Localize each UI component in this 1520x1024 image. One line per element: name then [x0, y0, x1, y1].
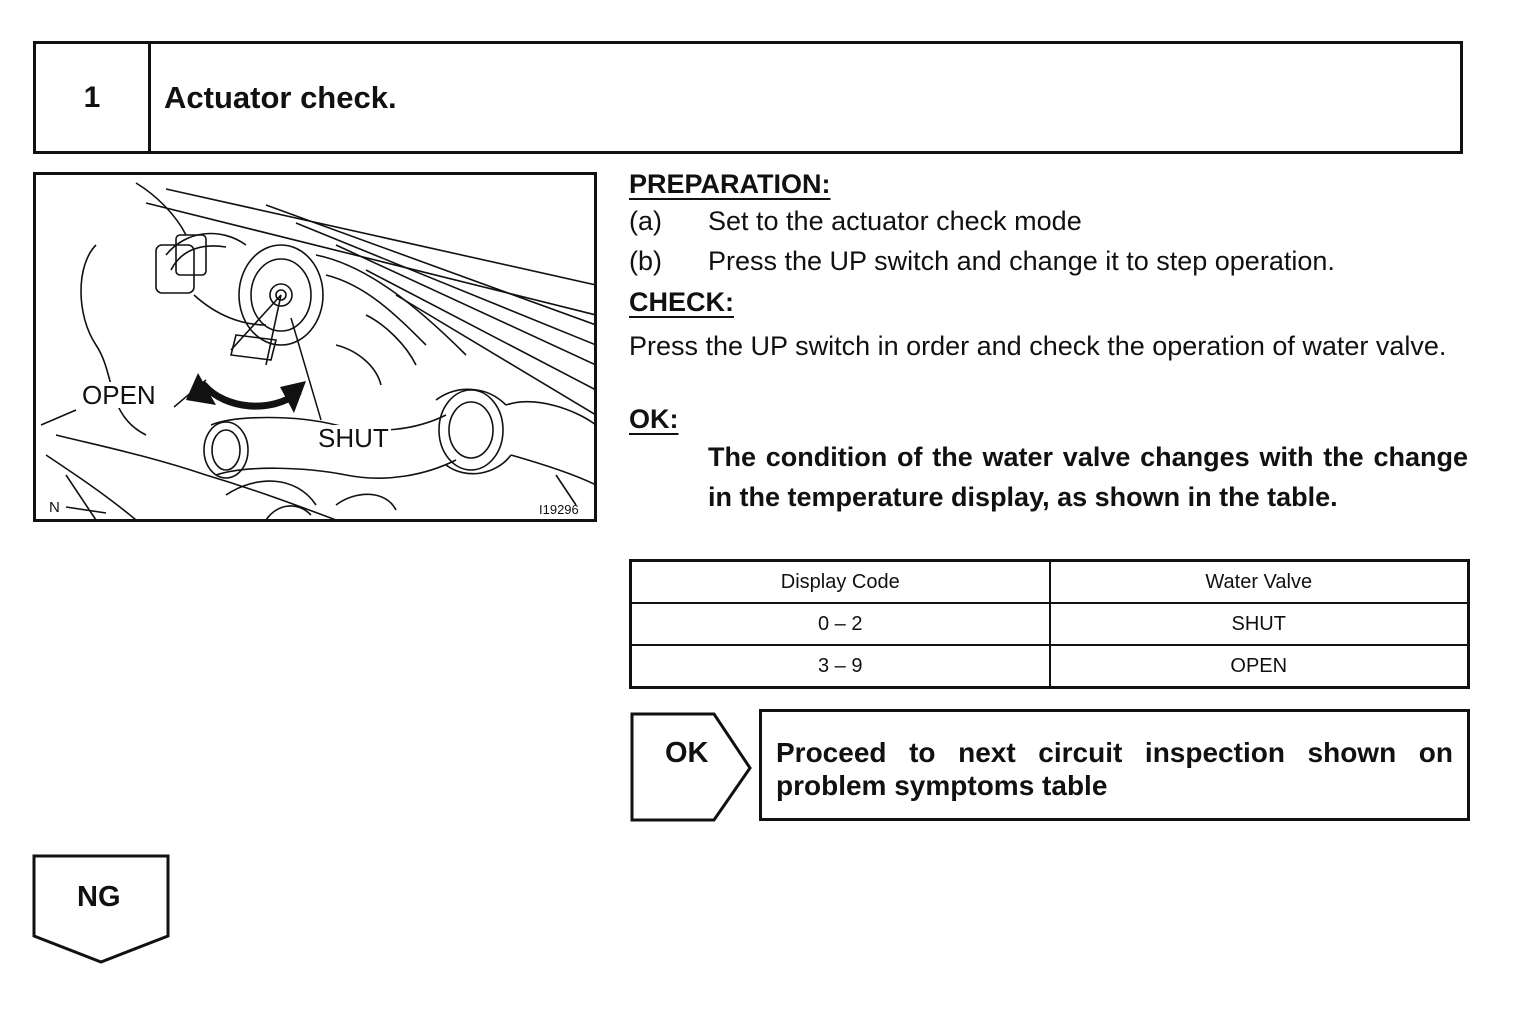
step-text: Set to the actuator check mode	[708, 206, 1082, 236]
step-text: Press the UP switch and change it to step operation.	[708, 246, 1335, 276]
table-row	[631, 603, 1469, 645]
step-title: Actuator check.	[164, 79, 397, 115]
ok-arrow-label: OK	[665, 737, 709, 769]
step-header	[33, 41, 1463, 154]
preparation-heading: PREPARATION:	[629, 169, 831, 199]
table-header-row	[631, 561, 1469, 604]
actuator-drawing	[36, 175, 597, 522]
step-number: 1	[36, 44, 151, 151]
actuator-illustration	[33, 172, 597, 522]
ok-heading: OK:	[629, 404, 679, 434]
preparation-step	[629, 208, 1469, 238]
table-cell: OPEN	[1050, 645, 1469, 688]
check-text: Press the UP switch in order and check the operation of water valve.	[629, 331, 1447, 361]
ok-criteria-text: The condition of the water valve changes with the change in the temperature display, as shown in the table.	[708, 442, 1468, 512]
display-code-table	[629, 559, 1470, 689]
table-cell: 3 – 9	[631, 645, 1050, 688]
column-header-display-code: Display Code	[631, 561, 1050, 604]
open-label: OPEN	[82, 380, 156, 410]
step-letter: (b)	[629, 246, 662, 276]
shut-label: SHUT	[318, 423, 389, 453]
step-letter: (a)	[629, 206, 662, 236]
north-label: N	[49, 499, 60, 516]
table-cell: 0 – 2	[631, 603, 1050, 645]
table-row	[631, 645, 1469, 688]
figure-id: I19296	[539, 502, 579, 517]
preparation-step	[629, 248, 1469, 278]
table-cell: SHUT	[1050, 603, 1469, 645]
ng-arrow-label: NG	[77, 881, 121, 913]
check-heading: CHECK:	[629, 287, 734, 317]
ok-result-box: Proceed to next circuit inspection shown on problem symptoms table	[759, 709, 1470, 821]
column-header-water-valve: Water Valve	[1050, 561, 1469, 604]
